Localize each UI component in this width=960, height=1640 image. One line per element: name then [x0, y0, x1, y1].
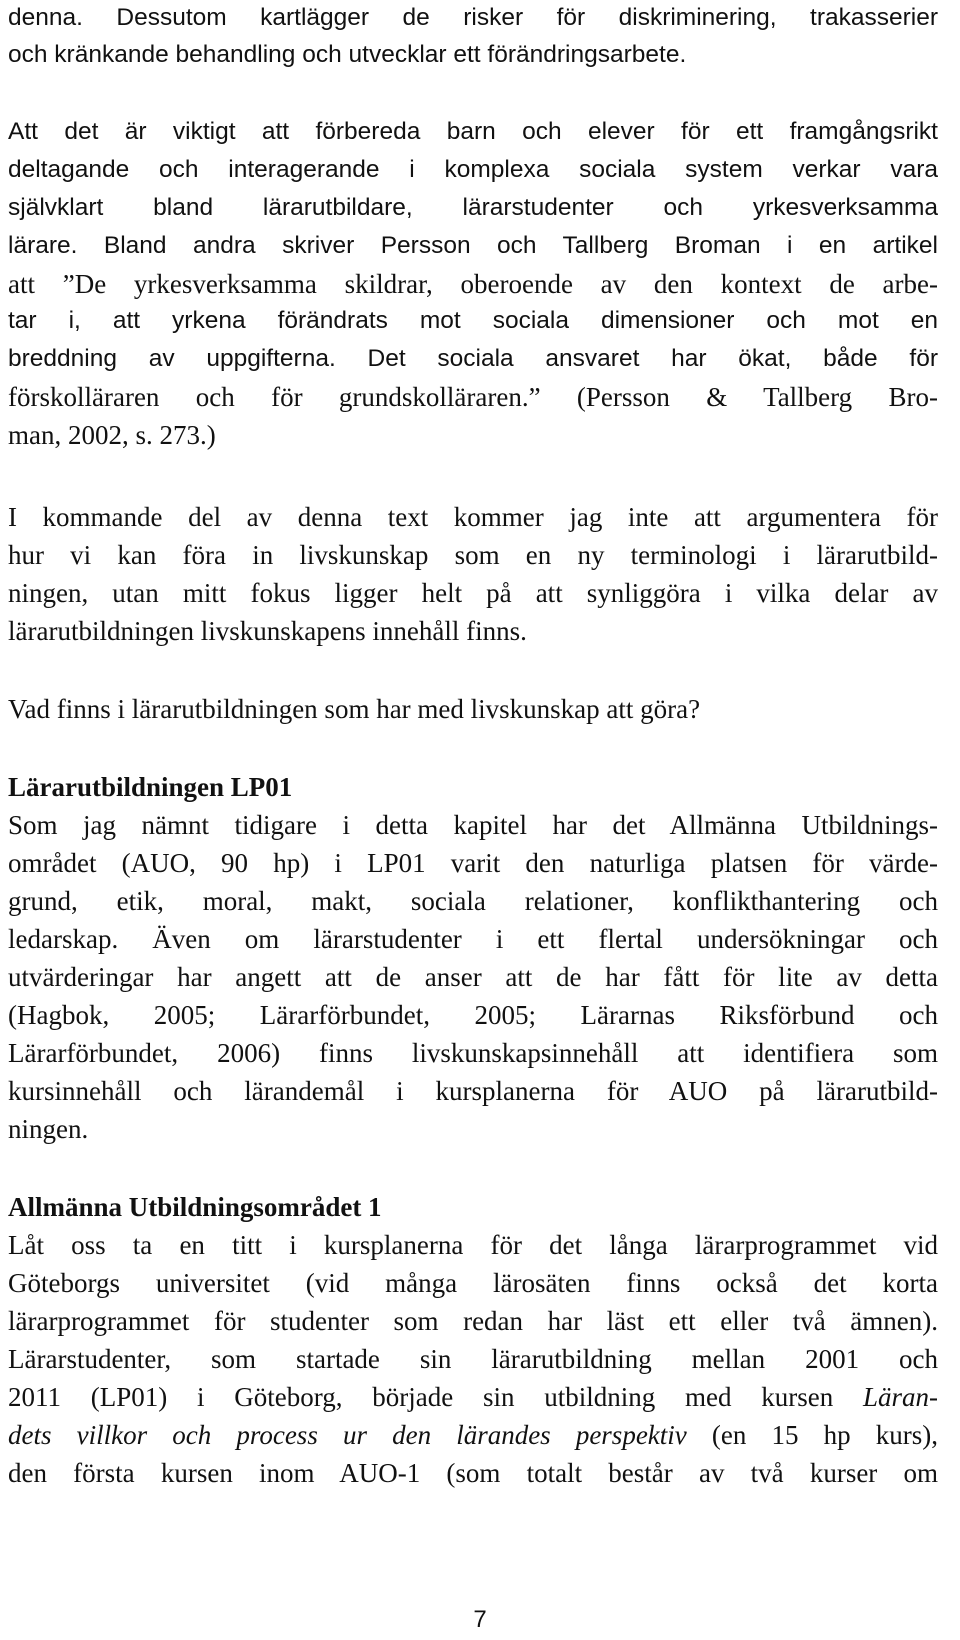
text-line: ningen, utan mitt fokus ligger helt på att synliggöra i vilka delar av [8, 578, 938, 608]
text-line: utvärderingar har angett att de anser att de har fått för lite av detta [8, 962, 938, 992]
section-heading: Lärarutbildningen LP01 [8, 772, 293, 802]
text-line [8, 1384, 938, 1411]
text-line: Som jag nämnt tidigare i detta kapitel har det Allmänna Utbildnings- [8, 810, 938, 840]
page-number: 7 [473, 1606, 487, 1633]
text-line: (Hagbok, 2005; Lärarförbundet, 2005; Lärarnas Riksförbund och [8, 1000, 938, 1030]
text-line: Lärarstudenter, som startade sin lärarutbildning mellan 2001 och [8, 1344, 938, 1374]
text-line: lärarprogrammet för studenter som redan har läst ett eller två ämnen). [8, 1306, 938, 1336]
question-line: Vad finns i lärarutbildningen som har med livskunskap att göra? [8, 694, 701, 724]
text-line: lärarutbildningen livskunskapens innehåll finns. [8, 616, 527, 646]
text-line: denna. Dessutom kartlägger de risker för diskriminering, trakasserier [8, 4, 938, 31]
text-line: grund, etik, moral, makt, sociala relationer, konflikthantering och [8, 886, 938, 916]
text-line: Göteborgs universitet (vid många lärosäten finns också det korta [8, 1268, 938, 1298]
text-line: ledarskap. Även om lärarstudenter i ett flertal undersökningar och [8, 924, 938, 954]
text-line: området (AUO, 90 hp) i LP01 varit den naturliga platsen för värde- [8, 848, 938, 878]
text-line: Lärarförbundet, 2006) finns livskunskapsinnehåll att identifiera som [8, 1038, 938, 1068]
text-line: ningen. [8, 1114, 89, 1144]
text-line: breddning av uppgifterna. Det sociala ansvaret har ökat, både för [8, 345, 938, 372]
text-span: (en 15 hp kurs), [686, 1420, 939, 1450]
text-line: att ”De yrkesverksamma skildrar, oberoende av den kontext de arbe- [8, 269, 938, 299]
text-line [8, 1422, 938, 1449]
text-line: självklart bland lärarutbildare, lärarstudenter och yrkesverksamma [8, 194, 938, 221]
text-line: man, 2002, s. 273.) [8, 420, 216, 450]
text-line: och kränkande behandling och utvecklar ett förändringsarbete. [8, 41, 687, 68]
italic-text: dets villkor och process ur den lärandes perspektiv [8, 1420, 687, 1450]
text-line: lärare. Bland andra skriver Persson och Tallberg Broman i en artikel [8, 232, 938, 259]
text-line: kursinnehåll och lärandemål i kursplanerna för AUO på lärarutbild- [8, 1076, 938, 1106]
text-line: Att det är viktigt att förbereda barn och elever för ett framgångsrikt [8, 118, 938, 145]
text-line: tar i, att yrkena förändrats mot sociala dimensioner och mot en [8, 307, 938, 334]
text-line: Låt oss ta en titt i kursplanerna för det långa lärarprogrammet vid [8, 1230, 938, 1260]
text-span: 2011 (LP01) i Göteborg, började sin utbildning med kursen [8, 1382, 863, 1412]
section-heading: Allmänna Utbildningsområdet 1 [8, 1192, 382, 1222]
text-line: den första kursen inom AUO-1 (som totalt består av två kurser om [8, 1458, 938, 1488]
text-line: förskolläraren och för grundskolläraren.” (Persson & Tallberg Bro- [8, 382, 938, 412]
italic-text: Läran- [862, 1382, 938, 1412]
text-line: deltagande och interagerande i komplexa sociala system verkar vara [8, 156, 938, 183]
text-line: hur vi kan föra in livskunskap som en ny terminologi i lärarutbild- [8, 540, 938, 570]
text-line: I kommande del av denna text kommer jag inte att argumentera för [8, 502, 938, 532]
